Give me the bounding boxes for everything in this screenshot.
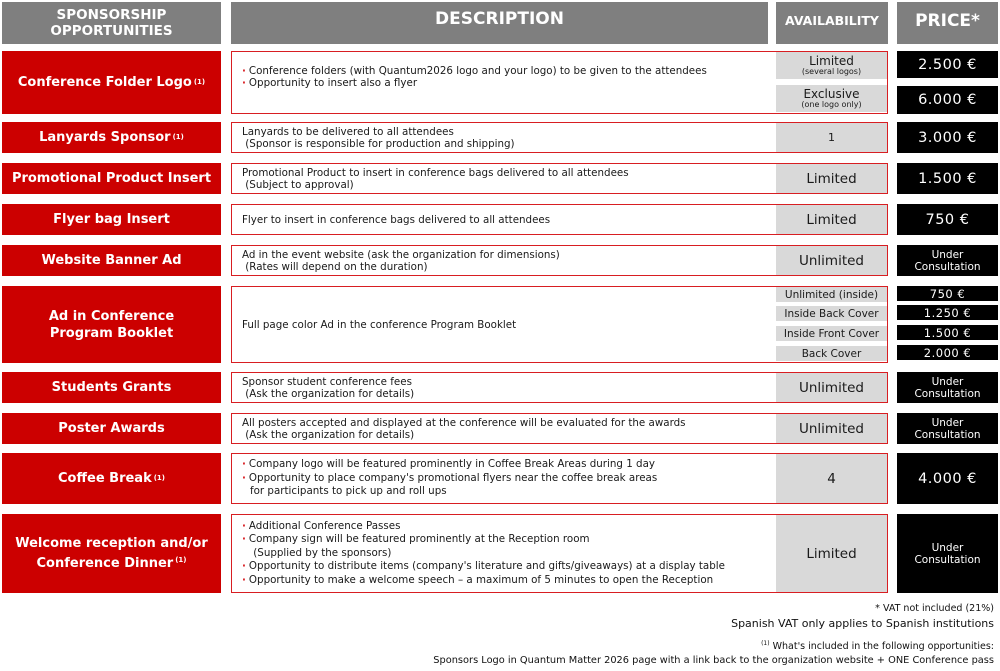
vat-note: * VAT not included (21%) [875,603,994,614]
availability-cell: Unlimited [776,246,887,275]
opportunity-name: Poster Awards [2,413,221,444]
description-box [231,204,888,235]
description-box [231,286,888,363]
price-cell: 2.500 € [897,51,998,78]
price-cell: 3.000 € [897,122,998,153]
description-box [231,51,888,114]
price-cell: 750 € [897,204,998,235]
description-line: · Opportunity to make a welcome speech – a maximum of 5 minutes to open the Reception [242,574,769,588]
description-line: Sponsor student conference fees [242,375,412,388]
header-price: PRICE* [897,2,998,44]
availability-cell: Inside Back Cover [776,306,887,321]
description-line: Promotional Product to insert in conference bags delivered to all attendees [242,166,629,179]
price-cell: 6.000 € [897,86,998,114]
price-cell: 4.000 € [897,453,998,504]
included-title: $^{(1)}$ What's included in the following opportunities: [761,640,994,652]
footnote-marker: (1) [175,556,187,564]
description-line: · Company logo will be featured prominently in Coffee Break Areas during 1 day [242,458,769,472]
description-line: · Company sign will be featured prominently at the Reception room [242,533,769,547]
availability-cell: Unlimited [776,414,887,443]
description-line: Ad in the event website (ask the organization for dimensions) [242,248,560,261]
description-line: · Conference folders (with Quantum2026 logo and your logo) to be given to the attendees [242,65,769,77]
spanish-vat-note: Spanish VAT only applies to Spanish institutions [731,617,994,630]
availability-cell: Inside Front Cover [776,326,887,341]
description-line: · Opportunity to distribute items (company's literature and gifts/giveaways) at a display table [242,560,769,574]
opportunity-name: Welcome reception and/or Conference Dinner $^{(1)}$ [2,514,221,593]
description-line: · Opportunity to place company's promotional flyers near the coffee break areas [242,472,769,486]
description-box [231,372,888,403]
description-box [231,163,888,194]
price-cell: 750 € [897,286,998,301]
header-description: DESCRIPTION [231,2,768,44]
description-line: All posters accepted and displayed at the conference will be evaluated for the awards [242,416,686,429]
price-cell: 1.250 € [897,305,998,320]
availability-cell: 1 [776,123,887,152]
footnote-marker: (1) [193,78,206,86]
price-cell: Under Consultation [897,413,998,444]
opportunity-name: Conference Folder Logo (1) [2,51,221,114]
price-cell: 2.000 € [897,345,998,360]
description-box [231,122,888,153]
price-cell: 1.500 € [897,325,998,340]
description-line: · Additional Conference Passes [242,520,769,534]
availability-cell: Limited [776,164,887,193]
description-line: Lanyards to be delivered to all attendees [242,125,454,138]
opportunity-name: Promotional Product Insert [2,163,221,194]
availability-cell: Unlimited (inside) [776,287,887,302]
opportunity-name: Coffee Break (1) [2,453,221,504]
price-cell: 1.500 € [897,163,998,194]
header-opportunities: SPONSORSHIP OPPORTUNITIES [2,2,221,44]
description-box [231,413,888,444]
description-line: (Sponsor is responsible for production and shipping) [242,137,515,150]
opportunity-name: Ad in Conference Program Booklet [2,286,221,363]
availability-cell: 4 [776,454,887,503]
description-box [231,514,888,593]
description-box [231,453,888,504]
description-line: (Ask the organization for details) [242,387,415,400]
description-line: · Opportunity to insert also a flyer [242,77,769,89]
availability-cell: Limited (several logos) [776,52,887,79]
opportunity-name: Website Banner Ad [2,245,221,276]
included-detail: Sponsors Logo in Quantum Matter 2026 page with a link back to the organization website + ONE Conference pass [433,655,994,666]
description-line: (Supplied by the sponsors) [250,546,392,559]
description-line: Flyer to insert in conference bags delivered to all attendees [242,213,551,226]
footnote-marker: (1) [153,474,165,482]
opportunity-name: Lanyards Sponsor (1) [2,122,221,153]
opportunity-name: Flyer bag Insert [2,204,221,235]
opportunity-name: Students Grants [2,372,221,403]
availability-cell: Limited [776,205,887,234]
availability-cell: Unlimited [776,373,887,402]
footnote-marker: (1) [172,133,184,141]
availability-cell: Back Cover [776,346,887,361]
availability-cell: Limited [776,515,887,592]
description-box [231,245,888,276]
description-line: for participants to pick up and roll ups [250,485,447,498]
header-availability: AVAILABILITY [776,2,888,44]
description-line: (Subject to approval) [242,178,354,191]
price-cell: Under Consultation [897,514,998,593]
price-cell: Under Consultation [897,245,998,276]
description-line: (Rates will depend on the duration) [242,260,428,273]
description-line: Full page color Ad in the conference Program Booklet [242,318,517,331]
availability-cell: Exclusive (one logo only) [776,85,887,112]
description-line: (Ask the organization for details) [242,428,415,441]
price-cell: Under Consultation [897,372,998,403]
